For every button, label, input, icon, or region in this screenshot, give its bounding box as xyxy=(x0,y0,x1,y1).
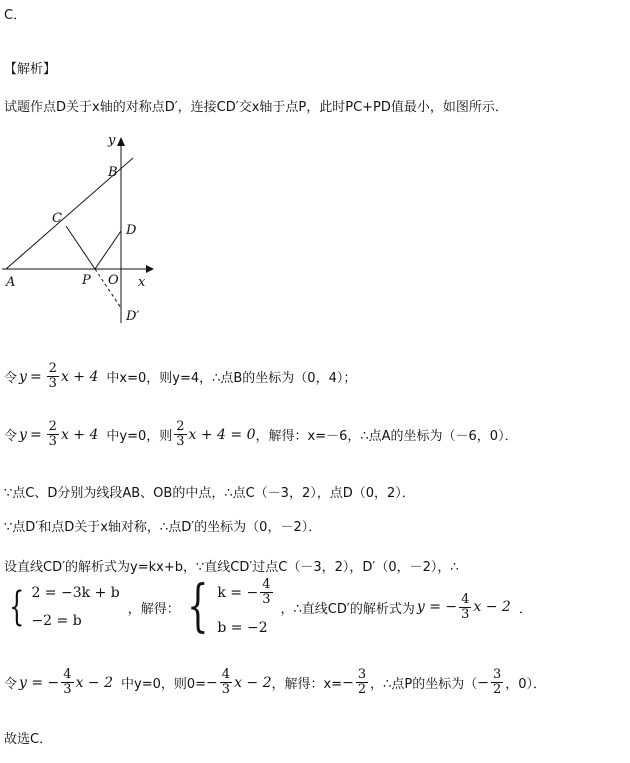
system-1-row-2: −2 = b xyxy=(31,613,82,629)
step-7-frac: $\frac{4}{3}$ xyxy=(63,667,72,697)
step-2-mid: 中y=0，则 xyxy=(106,429,173,444)
step-2-ling: 令 xyxy=(4,429,18,444)
label-b: B xyxy=(108,165,118,180)
step-1-rest: 中x=0，则y=4，∴点B的坐标为（0，4）； xyxy=(106,371,357,386)
step-6-mid: ，∴直线CD′的解析式为 xyxy=(280,601,415,617)
geometry-figure xyxy=(0,128,160,338)
step-7-mid: 中y=0，则0= xyxy=(121,677,207,692)
system-1-row-1: 2 = −3k + b xyxy=(31,585,120,601)
x-axis-arrow xyxy=(146,265,154,273)
analysis-heading: 【解析】 xyxy=(4,62,57,77)
step-2-y: y xyxy=(19,426,27,443)
step-7-end: ，0）． xyxy=(505,677,547,692)
answer-line: C． xyxy=(4,8,27,23)
step-1 xyxy=(4,362,356,391)
step-7-tail: x − 2 xyxy=(75,674,114,691)
step-7-pre3: − xyxy=(342,674,354,691)
label-x: x xyxy=(138,275,146,290)
label-o: O xyxy=(108,273,119,288)
step-1-ling: 令 xyxy=(4,371,18,386)
step-7-frac-3: $\frac{3}{2}$ xyxy=(357,667,367,697)
step-7-tail-2: x − 2 xyxy=(234,674,272,691)
step-6-eq-pre: y = − xyxy=(416,599,458,615)
label-y: y xyxy=(108,133,116,148)
step-4: ∵点D′和点D关于x轴对称，∴点D′的坐标为（0，－2）． xyxy=(4,520,322,535)
step-2-tail-2: x + 4 = 0 xyxy=(188,426,256,443)
segment-pd xyxy=(95,231,121,269)
step-1-frac: $\frac{2}{3}$ xyxy=(48,361,57,391)
step-7-pre4: − xyxy=(477,674,489,691)
label-c: C xyxy=(52,211,62,226)
system-2-row-2: b = −2 xyxy=(217,620,268,636)
step-7-pre2: − xyxy=(206,674,218,691)
label-a: A xyxy=(6,275,16,290)
step-3: ∵点C、D分别为线段AB、OB的中点，∴点C（－3，2），点D（0，2）． xyxy=(4,486,415,501)
step-7-frac-2: $\frac{4}{3}$ xyxy=(221,667,231,697)
system-2: { k = − $\frac{4}{3}$ b = −2 xyxy=(180,578,275,636)
step-1-y: y xyxy=(19,368,27,385)
step-2-frac-2: $\frac{2}{3}$ xyxy=(176,419,185,449)
step-7-eq-pre: y = − xyxy=(19,674,60,691)
step-2-tail: x + 4 xyxy=(60,426,99,443)
intro-text: 试题作点D关于x轴的对称点D′，连接CD′交x轴于点P，此时PC+PD值最小，如图所示． xyxy=(4,100,508,115)
final-answer: 故选C． xyxy=(4,732,53,747)
step-6-eq-tail: x − 2 xyxy=(473,599,511,615)
step-7 xyxy=(4,668,546,697)
step-7-frac-4: $\frac{3}{2}$ xyxy=(492,667,502,697)
step-7-mid-2: ，∴点P的坐标为（ xyxy=(370,677,478,692)
step-6-end: ． xyxy=(518,601,532,617)
label-d-prime: D′ xyxy=(126,309,140,324)
step-2-frac: $\frac{2}{3}$ xyxy=(48,419,57,449)
label-p: P xyxy=(82,273,91,288)
step-6-solve: ，解得： xyxy=(127,601,180,617)
segment-pc xyxy=(66,226,95,269)
step-2-eq: = xyxy=(29,426,42,443)
step-1-tail: x + 4 xyxy=(60,368,99,385)
step-2 xyxy=(4,420,518,449)
step-7-solve: ，解得：x= xyxy=(271,677,343,692)
step-1-eq: = xyxy=(29,368,42,385)
step-5: 设直线CD′的解析式为y=kx+b，∵直线CD′过点C（－3，2），D′（0，－2），∴ xyxy=(4,560,459,575)
y-axis-arrow xyxy=(117,137,125,146)
step-6-frac: $\frac{4}{3}$ xyxy=(461,591,470,622)
system-1: { 2 = −3k + b −2 = b xyxy=(9,584,120,630)
step-2-rest: ，解得：x=－6，∴点A的坐标为（－6，0）． xyxy=(255,429,518,444)
label-d: D xyxy=(126,223,137,238)
step-7-ling: 令 xyxy=(4,677,18,692)
step-6 xyxy=(4,574,532,639)
system-2-row-1: k = − $\frac{4}{3}$ xyxy=(217,577,271,607)
